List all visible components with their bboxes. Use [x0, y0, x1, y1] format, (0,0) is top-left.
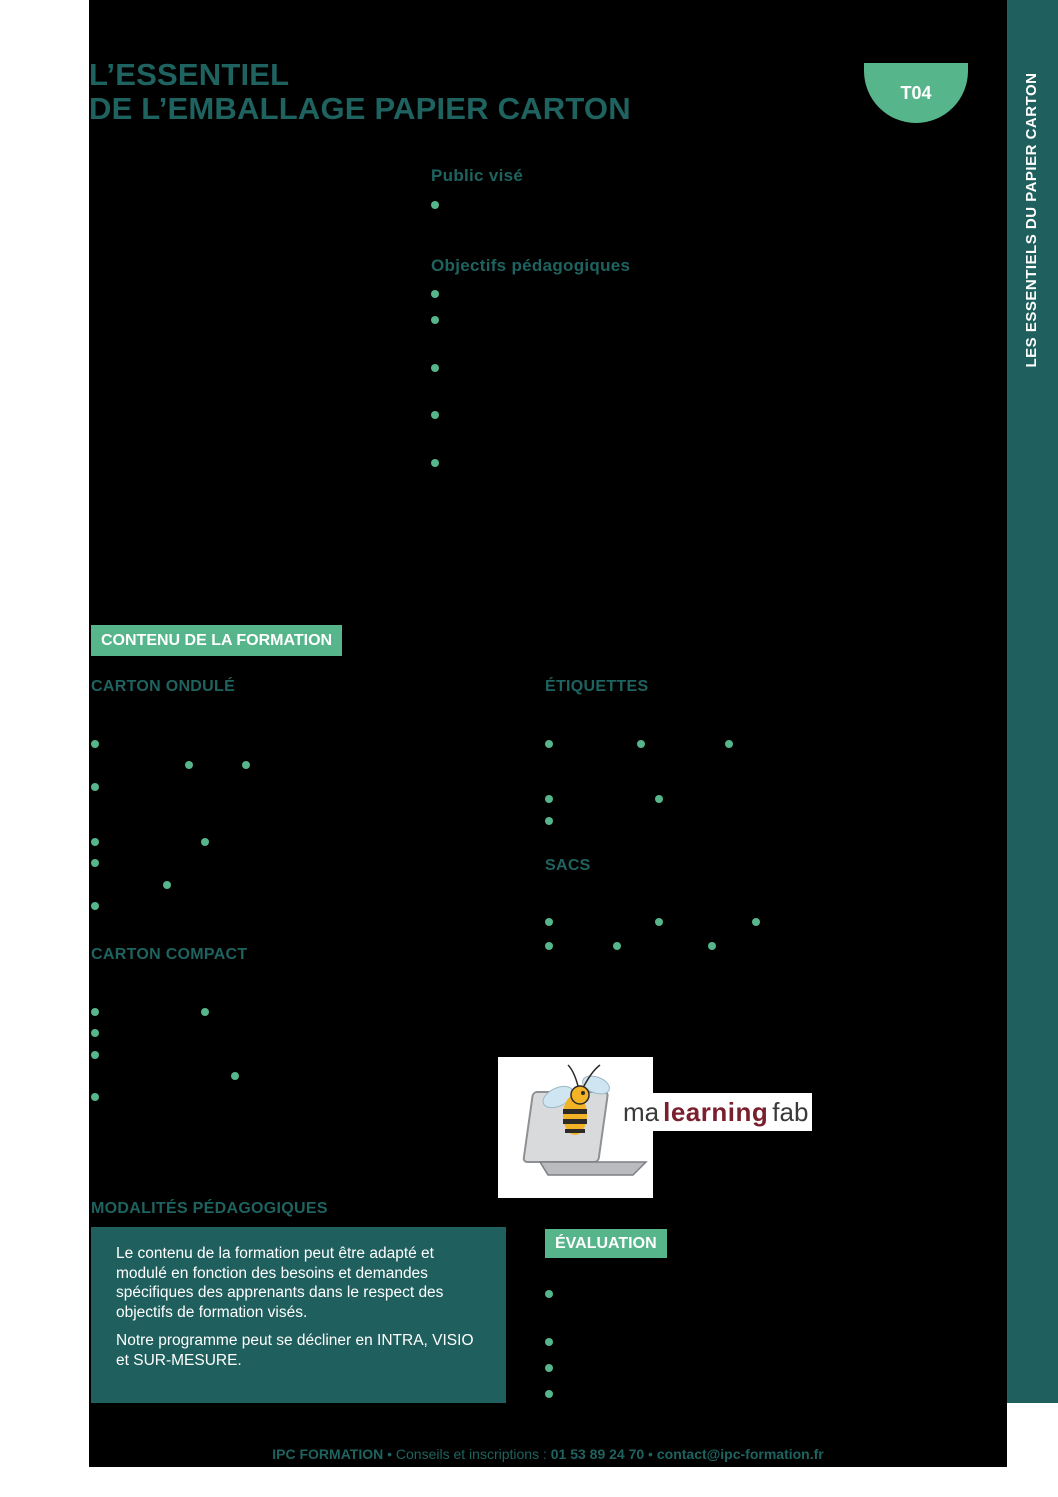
- bullet-dot: [91, 1008, 99, 1016]
- etiquettes-heading: ÉTIQUETTES: [545, 678, 649, 695]
- learningfab-logo: [615, 1093, 812, 1131]
- bullet-dot: [708, 942, 716, 950]
- carton-ondule-heading: CARTON ONDULÉ: [91, 678, 236, 695]
- bullet-dot: [431, 459, 439, 467]
- course-code-badge: T04: [864, 63, 968, 123]
- contenu-label: CONTENU DE LA FORMATION: [91, 625, 342, 656]
- bullet-dot: [91, 902, 99, 910]
- bullet-dot: [545, 918, 553, 926]
- bullet-dot: [545, 817, 553, 825]
- bullet-dot: [431, 201, 439, 209]
- bullet-dot: [752, 918, 760, 926]
- bullet-dot: [91, 838, 99, 846]
- bullet-dot: [91, 859, 99, 867]
- modalites-paragraph-2: Notre programme peut se décliner en INTRA, VISIO et SUR-MESURE.: [116, 1332, 474, 1369]
- bullet-dot: [201, 838, 209, 846]
- footer-sep-2: •: [644, 1446, 657, 1462]
- bullet-dot: [545, 740, 553, 748]
- footer-phone[interactable]: 01 53 89 24 70: [550, 1446, 645, 1462]
- bullet-dot: [637, 740, 645, 748]
- bullet-dot: [201, 1008, 209, 1016]
- bullet-dot: [431, 316, 439, 324]
- logo-suffix: fab: [772, 1096, 809, 1127]
- bullet-dot: [545, 1338, 553, 1346]
- evaluation-label: ÉVALUATION: [545, 1229, 667, 1258]
- title-line-2: DE L’EMBALLAGE PAPIER CARTON: [89, 91, 631, 126]
- bullet-dot: [545, 795, 553, 803]
- bullet-dot: [613, 942, 621, 950]
- sacs-heading: SACS: [545, 857, 591, 874]
- modalites-heading: MODALITÉS PÉDAGOGIQUES: [91, 1200, 328, 1217]
- bullet-dot: [545, 942, 553, 950]
- bullet-dot: [185, 761, 193, 769]
- modalites-box: [91, 1227, 506, 1403]
- bullet-dot: [431, 364, 439, 372]
- bullet-dot: [91, 1029, 99, 1037]
- bullet-dot: [91, 1093, 99, 1101]
- bullet-dot: [91, 1051, 99, 1059]
- objectifs-heading: Objectifs pédagogiques: [431, 256, 631, 275]
- carton-compact-heading: CARTON COMPACT: [91, 946, 248, 963]
- bullet-dot: [242, 761, 250, 769]
- footer-email[interactable]: contact@ipc-formation.fr: [656, 1446, 824, 1462]
- bullet-dot: [231, 1072, 239, 1080]
- logo-prefix: ma: [623, 1096, 660, 1127]
- bullet-dot: [91, 740, 99, 748]
- logo-word: learning: [663, 1096, 769, 1127]
- bullet-dot: [431, 290, 439, 298]
- bullet-dot: [655, 795, 663, 803]
- bullet-dot: [163, 881, 171, 889]
- title-line-1: L’ESSENTIEL: [89, 57, 290, 92]
- bullet-dot: [91, 783, 99, 791]
- footer-sep-1: • Conseils et inscriptions :: [383, 1446, 551, 1462]
- bullet-dot: [545, 1364, 553, 1372]
- page-title: [89, 58, 631, 126]
- side-label: LES ESSENTIELS DU PAPIER CARTON: [1023, 72, 1040, 368]
- bullet-dot: [725, 740, 733, 748]
- footer: [89, 1446, 1007, 1462]
- bullet-dot: [655, 918, 663, 926]
- modalites-paragraph-1: Le contenu de la formation peut être adapté et modulé en fonction des besoins et demandes spécifiques des apprenants dans le respect des objectifs de formation visés.: [116, 1245, 444, 1321]
- public-heading: Public visé: [431, 166, 524, 185]
- bullet-dot: [545, 1390, 553, 1398]
- footer-org: IPC FORMATION: [272, 1446, 384, 1462]
- bullet-dot: [431, 411, 439, 419]
- bullet-dot: [545, 1290, 553, 1298]
